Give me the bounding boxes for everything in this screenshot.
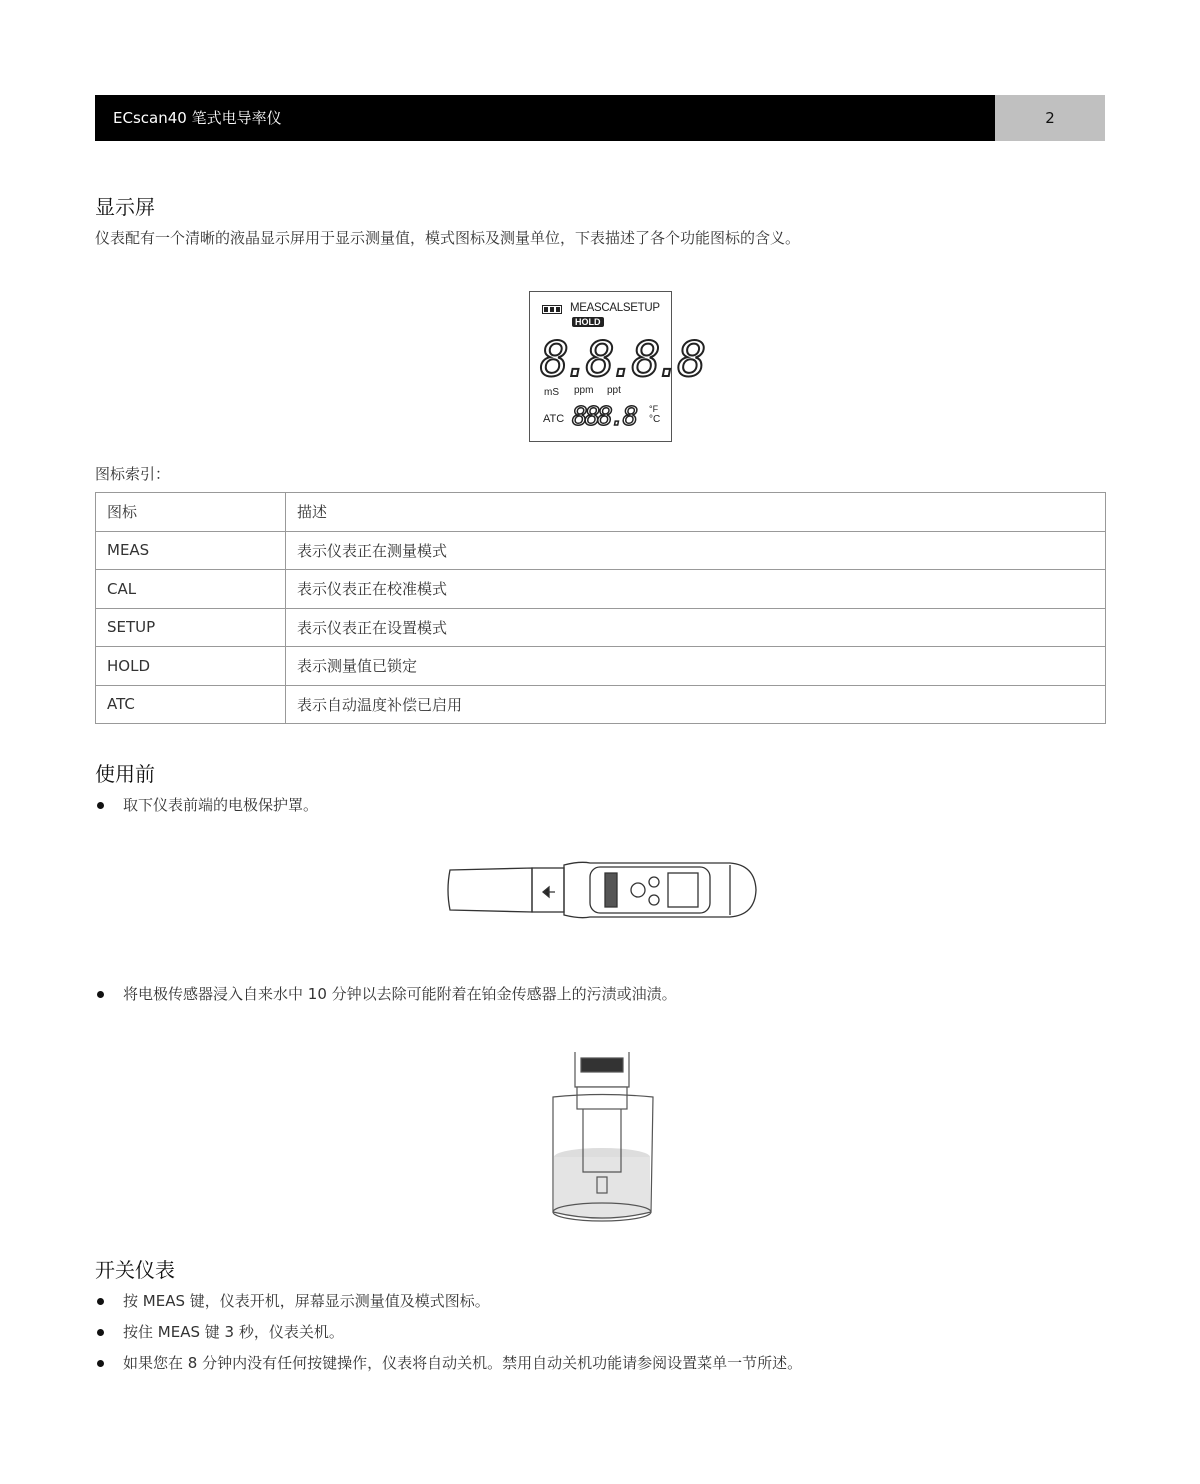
page-number: 2 [995, 95, 1105, 141]
table-cell: MEAS [96, 531, 286, 570]
table-cell: 表示仪表正在校准模式 [286, 570, 1106, 609]
lcd-temp-digits: 888.8 [572, 402, 636, 432]
bullet-text: 如果您在 8 分钟内没有任何按键操作，仪表将自动关机。禁用自动关机功能请参阅设置菜单一节所述。 [123, 1354, 803, 1372]
table-cell: ATC [96, 685, 286, 724]
icon-index-table [95, 492, 1106, 724]
lcd-unit-ppm: ppm [574, 385, 594, 396]
battery-icon [542, 305, 562, 314]
lcd-diagram [529, 291, 701, 442]
bullet-item [97, 794, 318, 815]
table-row [96, 608, 1106, 647]
table-header-row [96, 493, 1106, 532]
section-heading-display: 显示屏 [95, 195, 155, 219]
icon-index-label: 图标索引： [95, 465, 171, 483]
table-row [96, 570, 1106, 609]
header-title: ECscan40 笔式电导率仪 [95, 95, 995, 141]
bullet-item [97, 1290, 490, 1311]
bullet-item [97, 983, 677, 1004]
table-header: 描述 [286, 493, 1106, 532]
table-cell: 表示自动温度补偿已启用 [286, 685, 1106, 724]
table-cell: 表示仪表正在测量模式 [286, 531, 1106, 570]
table-cell: HOLD [96, 647, 286, 686]
table-cell: 表示仪表正在设置模式 [286, 608, 1106, 647]
bullet-text: 将电极传感器浸入自来水中 10 分钟以去除可能附着在铂金传感器上的污渍或油渍。 [123, 985, 677, 1003]
bullet-text: 取下仪表前端的电极保护罩。 [123, 796, 319, 814]
lcd-unit-ppt: ppt [607, 385, 621, 396]
lcd-atc: ATC [543, 413, 565, 425]
table-cell: SETUP [96, 608, 286, 647]
table-row [96, 685, 1106, 724]
table-row [96, 647, 1106, 686]
lcd-temp-c: °C [649, 414, 661, 425]
section-heading-power: 开关仪表 [95, 1258, 175, 1282]
lcd-hold: HOLD [572, 317, 604, 327]
table-row [96, 531, 1106, 570]
lcd-modes: MEASCALSETUP [570, 302, 660, 314]
meter-cap-removal-illustration [440, 855, 760, 925]
lcd-main-digits: 8.8.8.8 [540, 332, 701, 388]
table-header: 图标 [96, 493, 286, 532]
lcd-temp-f: °F [649, 404, 659, 414]
bullet-item [97, 1352, 802, 1373]
beaker-soak-illustration [545, 1052, 660, 1224]
display-intro: 仪表配有一个清晰的液晶显示屏用于显示测量值，模式图标及测量单位，下表描述了各个功能图标的含义。 [95, 229, 801, 247]
table-cell: CAL [96, 570, 286, 609]
bullet-text: 按 MEAS 键，仪表开机，屏幕显示测量值及模式图标。 [123, 1292, 490, 1310]
bullet-text: 按住 MEAS 键 3 秒，仪表关机。 [123, 1323, 344, 1341]
section-heading-before-use: 使用前 [95, 762, 155, 786]
table-cell: 表示测量值已锁定 [286, 647, 1106, 686]
bullet-item [97, 1321, 344, 1342]
lcd-unit-ms: mS [544, 387, 559, 398]
